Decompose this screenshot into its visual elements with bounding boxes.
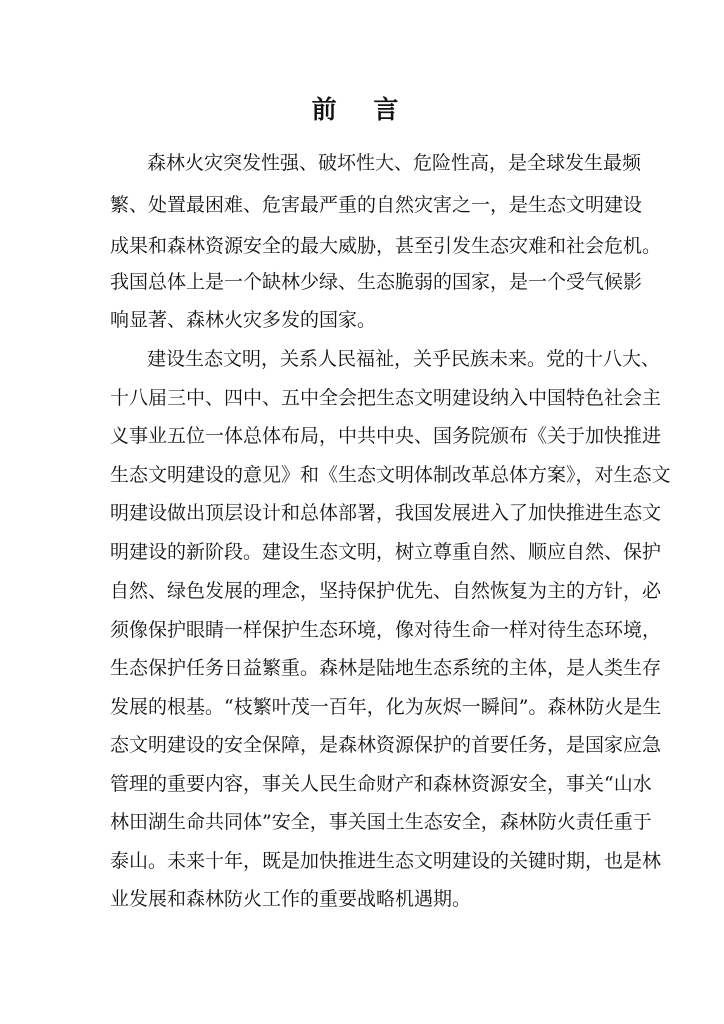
- paragraph-line: 明建设的新阶段。建设生态文明，树立尊重自然、顺应自然、保护: [110, 541, 662, 563]
- paragraph-line: 森林火灾突发性强、破坏性大、危险性高，是全球发生最频: [147, 152, 642, 174]
- paragraph-line: 生态文明建设的意见》和《生态文明体制改革总体方案》，对生态文: [110, 464, 671, 486]
- paragraph-line: 建设生态文明，关系人民福祉，关乎民族未来。党的十八大、: [147, 348, 661, 370]
- paragraph-line: 我国总体上是一个缺林少绿、生态脆弱的国家，是一个受气候影: [110, 271, 643, 293]
- paragraph-line: 成果和森林资源安全的最大威胁，甚至引发生态灾难和社会危机。: [110, 235, 662, 257]
- paragraph-line: 须像保护眼睛一样保护生态环境，像对待生命一样对待生态环境，: [110, 619, 662, 641]
- paragraph-line: 十八届三中、四中、五中全会把生态文明建设纳入中国特色社会主: [110, 387, 662, 409]
- paragraph-line: 管理的重要内容，事关人民生命财产和森林资源安全，事关“山水: [110, 773, 652, 795]
- paragraph-line: 自然、绿色发展的理念，坚持保护优先、自然恢复为主的方针，必: [110, 580, 662, 602]
- paragraph-line: 响显著、森林火灾多发的国家。: [110, 309, 377, 331]
- paragraph-line: 生态保护任务日益繁重。森林是陆地生态系统的主体，是人类生存: [110, 657, 662, 679]
- paragraph-line: 繁、处置最困难、危害最严重的自然灾害之一，是生态文明建设: [110, 194, 643, 216]
- paragraph-line: 泰山。未来十年，既是加快推进生态文明建设的关键时期，也是林: [110, 850, 662, 872]
- paragraph-line: 态文明建设的安全保障，是森林资源保护的首要任务，是国家应急: [110, 734, 662, 756]
- paragraph-line: 明建设做出顶层设计和总体部署，我国发展进入了加快推进生态文: [110, 502, 662, 524]
- page-title: 前 言: [311, 95, 413, 124]
- paragraph-line: 义事业五位一体总体布局，中共中央、国务院颁布《关于加快推进: [110, 425, 662, 447]
- paragraph-line: 发展的根基。“枝繁叶茂一百年，化为灰烬一瞬间”。森林防火是生: [110, 696, 662, 718]
- paragraph-line: 林田湖生命共同体”安全，事关国土生态安全，森林防火责任重于: [110, 811, 652, 833]
- paragraph-line: 业发展和森林防火工作的重要战略机遇期。: [110, 888, 472, 910]
